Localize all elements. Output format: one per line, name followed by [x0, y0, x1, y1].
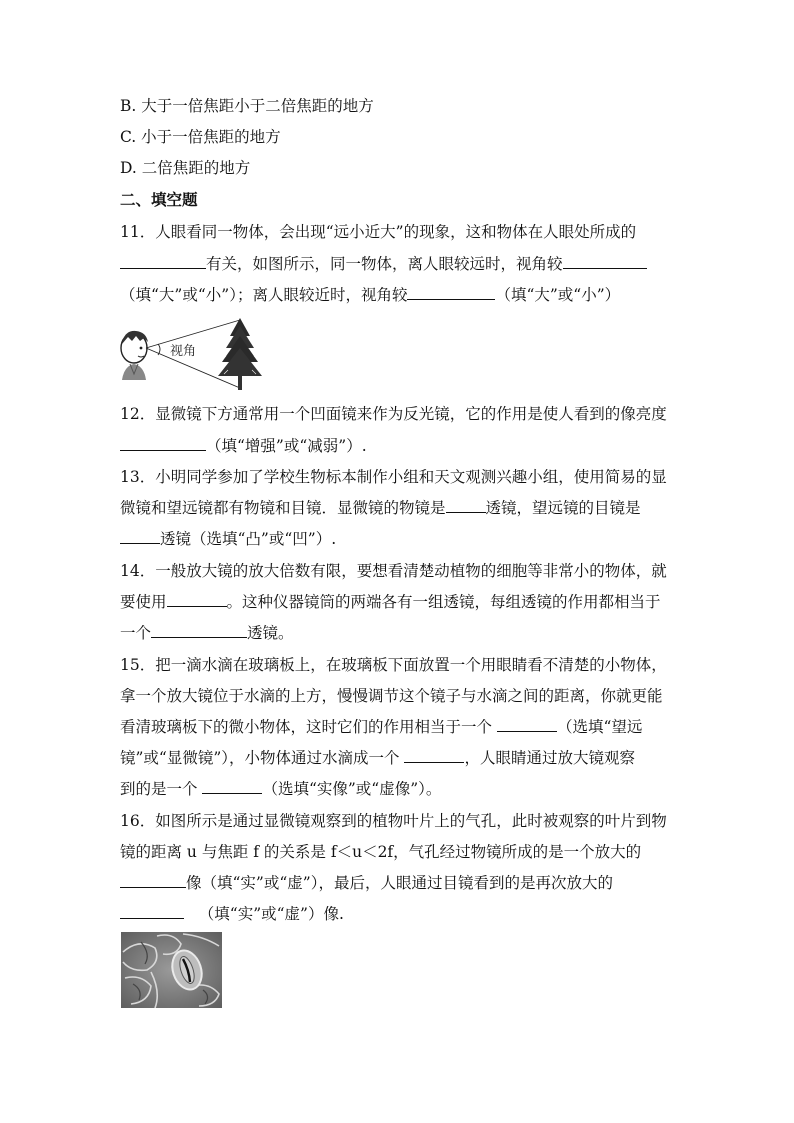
answer-blank[interactable]: [120, 436, 206, 451]
q16-line-1: 16．如图所示是通过显微镜观察到的植物叶片上的气孔，此时被观察的叶片到物: [120, 812, 667, 830]
q13-line-1: 13．小明同学参加了学校生物标本制作小组和天文观测兴趣小组，使用简易的显: [120, 468, 667, 486]
stoma-micrograph-figure: [121, 932, 222, 1008]
answer-blank[interactable]: [407, 285, 495, 300]
q15-line-2: 拿一个放大镜位于水滴的上方，慢慢调节这个镜子与水滴之间的距离，你就更能: [120, 687, 663, 705]
person-icon: [121, 331, 148, 380]
option-b: B. 大于一倍焦距小于二倍焦距的地方: [120, 97, 374, 115]
q12-line-1: 12．显微镜下方通常用一个凹面镜来作为反光镜，它的作用是使人看到的像亮度: [120, 405, 667, 423]
visual-angle-figure: [118, 314, 278, 394]
q11-line-1: 11．人眼看同一物体，会出现“远小近大”的现象，这和物体在人眼处所成的: [120, 223, 637, 241]
option-c: C. 小于一倍焦距的地方: [120, 128, 281, 146]
answer-blank[interactable]: [446, 498, 486, 513]
answer-blank[interactable]: [497, 717, 557, 732]
q11-line-2: 有关，如图所示，同一物体，离人眼较远时，视角较: [120, 254, 647, 274]
q14-line-3: 一个 透镜。: [120, 624, 294, 642]
q14-line-1: 14．一般放大镜的放大倍数有限，要想看清楚动植物的细胞等非常小的物体，就: [120, 562, 667, 580]
answer-blank[interactable]: [404, 748, 464, 763]
tree-icon: [218, 318, 262, 390]
visual-angle-label: 视角: [170, 344, 197, 359]
q15-line-5: 到的是一个 （选填“实像”或“虚像”）。: [120, 780, 442, 798]
q14-line-2: 要使用 。这种仪器镜筒的两端各有一组透镜，每组透镜的作用都相当于: [120, 593, 661, 611]
q16-line-4: （填“实”或“虚”）像.: [120, 904, 344, 924]
answer-blank[interactable]: [167, 592, 227, 607]
answer-blank[interactable]: [563, 254, 647, 269]
q12-line-2: （填“增强”或“减弱”）.: [120, 436, 367, 456]
answer-blank[interactable]: [120, 873, 186, 888]
option-d: D. 二倍焦距的地方: [120, 159, 251, 177]
answer-blank[interactable]: [202, 779, 262, 794]
q16-line-2: 镜的距离 u 与焦距 f 的关系是 f＜u＜2f，气孔经过物镜所成的是一个放大的: [120, 843, 642, 861]
section-title: 二、填空题: [120, 190, 198, 209]
answer-blank[interactable]: [120, 904, 184, 919]
answer-blank[interactable]: [120, 529, 160, 544]
answer-blank[interactable]: [120, 254, 206, 269]
answer-blank[interactable]: [151, 623, 247, 638]
q15-line-1: 15．把一滴水滴在玻璃板上，在玻璃板下面放置一个用眼睛看不清楚的小物体，: [120, 656, 667, 674]
q13-line-2: 微镜和望远镜都有物镜和目镜．显微镜的物镜是 透镜，望远镜的目镜是: [120, 499, 641, 517]
q11-line-3: （填“大”或“小”）；离人眼较近时，视角较 （填“大”或“小”）: [120, 286, 621, 304]
q13-line-3: 透镜（选填“凸”或“凹”）.: [120, 529, 336, 549]
q15-line-3: 看清玻璃板下的微小物体，这时它们的作用相当于一个 （选填“望远: [120, 718, 643, 736]
q16-line-3: 像（填“实”或“虚”），最后，人眼通过目镜看到的是再次放大的: [120, 873, 613, 893]
q15-line-4: 镜”或“显微镜”），小物体通过水滴成一个 ，人眼睛通过放大镜观察: [120, 749, 635, 767]
